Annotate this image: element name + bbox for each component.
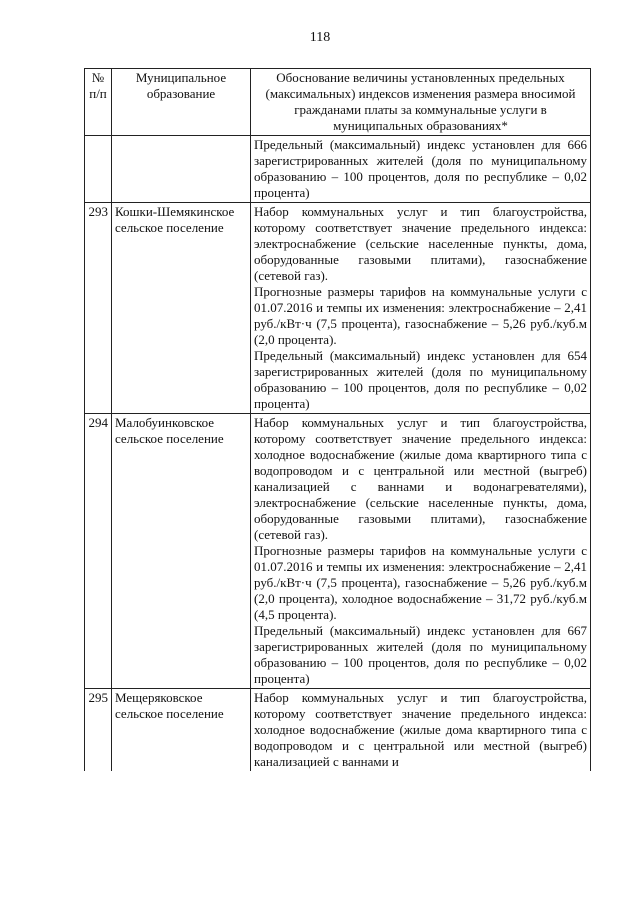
table-row (85, 203, 591, 414)
table-row (85, 136, 591, 203)
justification-paragraph: Прогнозные размеры тарифов на коммунальные услуги с 01.07.2016 и темпы их изменения: электроснабжение – 2,41 руб./кВт·ч (7,5 процента), газоснабжение – 5,26 руб./куб.м (2,0 процента), холодное водоснабжение – 31,72 руб./куб.м (4,5 процента). (254, 543, 587, 622)
row-num: 295 (85, 689, 112, 772)
tariff-index-table (84, 68, 591, 771)
justification-paragraph: Набор коммунальных услуг и тип благоустройства, которому соответствует значение предельного индекса: электроснабжение (сельские населенные пункты, дома, оборудованные газовыми плитами), газоснабжение (сетевой газ). (254, 204, 587, 283)
row-municipality (112, 136, 251, 203)
justification-paragraph: Набор коммунальных услуг и тип благоустройства, которому соответствует значение предельного индекса: холодное водоснабжение (жилые дома квартирного типа с водопроводом и с центральной или местной (выгреб) канализацией с ваннами и водонагревателями), электроснабжение (сельские населенные пункты, дома, оборудованные газовыми плитами), газоснабжение (сетевой газ). (254, 415, 587, 542)
justification-paragraph: Предельный (максимальный) индекс установлен для 667 зарегистрированных жителей (доля по муниципальному образованию – 100 процентов, доля по республике – 0,02 процента) (254, 623, 587, 686)
row-justification (251, 414, 591, 689)
row-justification (251, 689, 591, 772)
header-municipality: Муниципальное образование (112, 69, 251, 136)
justification-paragraph: Предельный (максимальный) индекс установлен для 654 зарегистрированных жителей (доля по муниципальному образованию – 100 процентов, доля по республике – 0,02 процента) (254, 348, 587, 411)
justification-paragraph: Набор коммунальных услуг и тип благоустройства, которому соответствует значение предельного индекса: холодное водоснабжение (жилые дома квартирного типа с водопроводом и с центральной или местной (выгреб) канализацией с ваннами и (254, 690, 587, 769)
justification-paragraph: Предельный (максимальный) индекс установлен для 666 зарегистрированных жителей (доля по муниципальному образованию – 100 процентов, доля по республике – 0,02 процента) (254, 137, 587, 200)
justification-paragraph: Прогнозные размеры тарифов на коммунальные услуги с 01.07.2016 и темпы их изменения: электроснабжение – 2,41 руб./кВт·ч (7,5 процента), газоснабжение – 5,26 руб./куб.м (2,0 процента). (254, 284, 587, 347)
row-municipality: Кошки-Шемякинское сельское поселение (112, 203, 251, 414)
table-header-row (85, 69, 591, 136)
table-row (85, 689, 591, 772)
row-num: 293 (85, 203, 112, 414)
row-municipality: Малобуинковское сельское поселение (112, 414, 251, 689)
page-number: 118 (309, 30, 331, 45)
row-justification (251, 136, 591, 203)
table-row (85, 414, 591, 689)
row-justification (251, 203, 591, 414)
row-municipality: Мещеряковское сельское поселение (112, 689, 251, 772)
header-num: № п/п (85, 69, 112, 136)
row-num (85, 136, 112, 203)
header-justification: Обоснование величины установленных предельных (максимальных) индексов изменения размера вносимой гражданами платы за коммунальные услуги в муниципальных образованиях* (251, 69, 591, 136)
row-num: 294 (85, 414, 112, 689)
